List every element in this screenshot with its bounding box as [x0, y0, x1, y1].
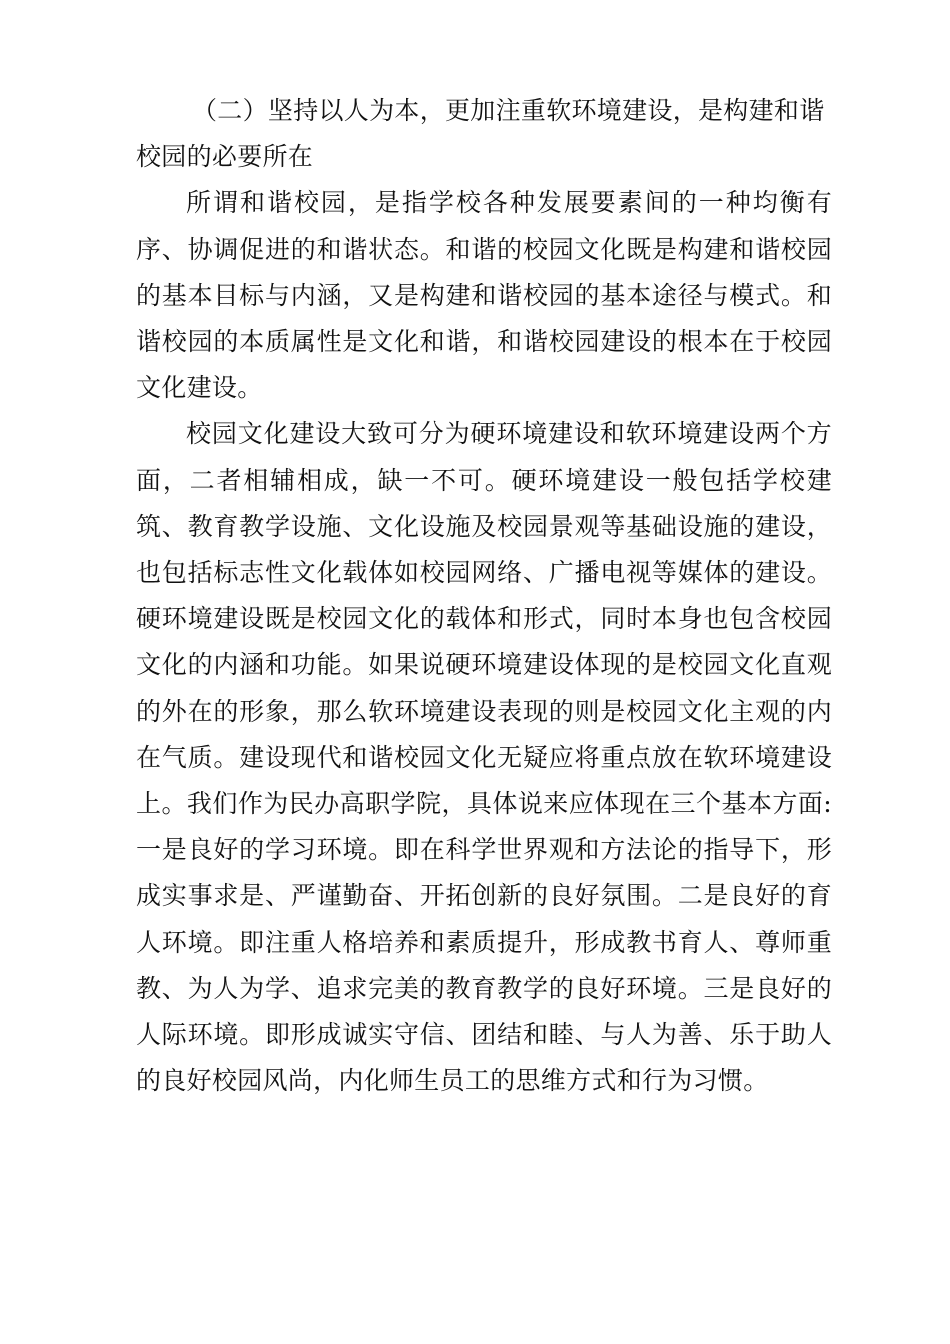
document-body	[136, 88, 832, 1104]
paragraph-harmonious-campus-definition: 所谓和谐校园，是指学校各种发展要素间的一种均衡有序、协调促进的和谐状态。和谐的校园文化既是构建和谐校园的基本目标与内涵，又是构建和谐校园的基本途径与模式。和谐校园的本质属性是文化和谐，和谐校园建设的根本在于校园文化建设。	[136, 188, 832, 403]
paragraph-campus-culture-construction: 校园文化建设大致可分为硬环境建设和软环境建设两个方面，二者相辅相成，缺一不可。硬环境建设一般包括学校建筑、教育教学设施、文化设施及校园景观等基础设施的建设，也包括标志性文化载体如校园网络、广播电视等媒体的建设。硬环境建设既是校园文化的载体和形式，同时本身也包含校园文化的内涵和功能。如果说硬环境建设体现的是校园文化直观的外在的形象，那么软环境建设表现的则是校园文化主观的内在气质。建设现代和谐校园文化无疑应将重点放在软环境建设上。我们作为民办高职学院，具体说来应体现在三个基本方面:一是良好的学习环境。即在科学世界观和方法论的指导下，形成实事求是、严谨勤奋、开拓创新的良好氛围。二是良好的育人环境。即注重人格培养和素质提升，形成教书育人、尊师重教、为人为学、追求完美的教育教学的良好环境。三是良好的人际环境。即形成诚实守信、团结和睦、与人为善、乐于助人的良好校园风尚，内化师生员工的思维方式和行为习惯。	[136, 419, 832, 1096]
section-heading: （二）坚持以人为本，更加注重软环境建设，是构建和谐校园的必要所在	[136, 96, 825, 172]
